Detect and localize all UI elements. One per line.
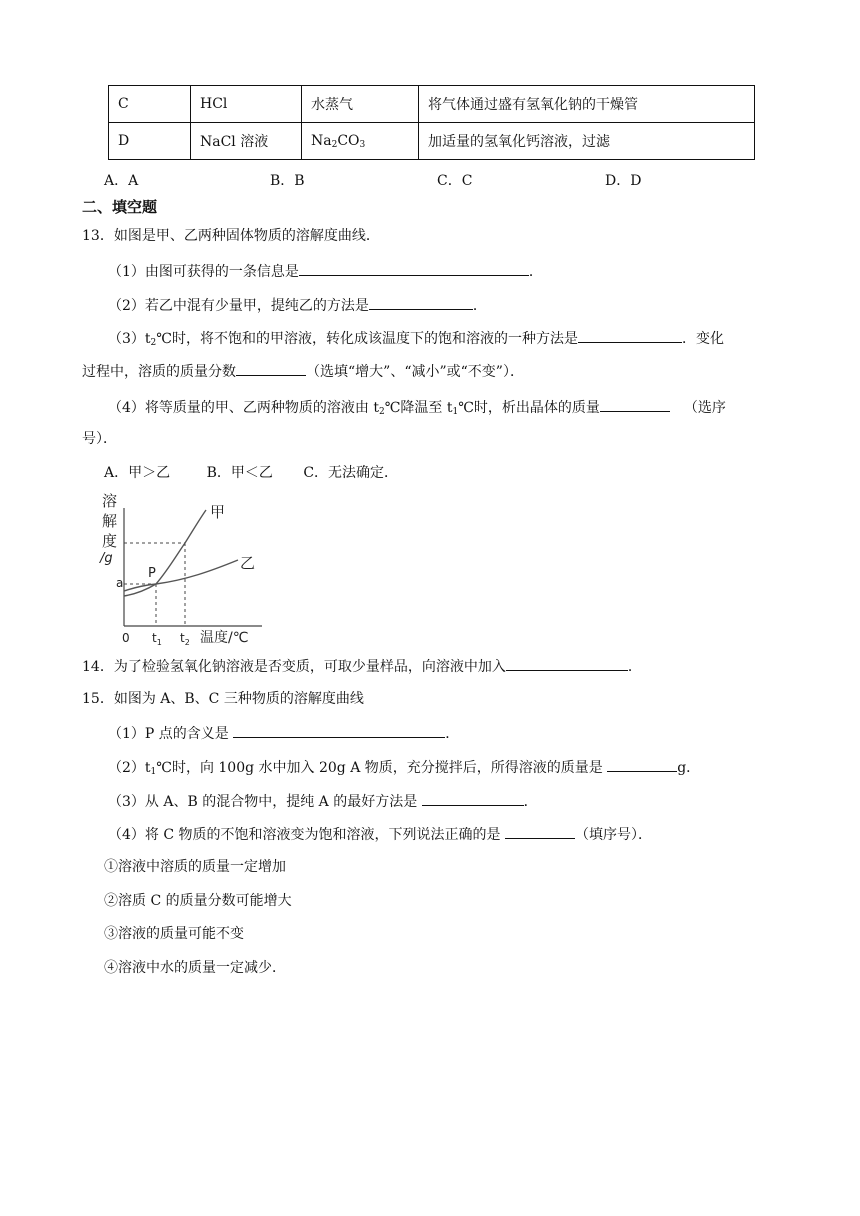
q15-part3-text: （3）从 A、B 的混合物中，提纯 A 的最好方法是 <box>108 794 422 810</box>
answer-blank[interactable] <box>422 790 524 806</box>
table-cell: 加适量的氢氧化钙溶液，过滤 <box>419 123 755 160</box>
choice-b: B．B <box>270 173 305 189</box>
curve-yi <box>124 560 238 591</box>
answer-blank[interactable] <box>506 655 628 671</box>
answer-blank[interactable] <box>607 756 677 772</box>
q13-part3-text: （3）t <box>108 331 151 347</box>
answer-blank[interactable] <box>369 294 473 310</box>
punct: ． <box>445 726 460 742</box>
answer-blank[interactable] <box>578 327 682 343</box>
formula-sub: 3 <box>359 139 366 150</box>
table-cell: 水蒸气 <box>302 86 419 123</box>
tick-t: t <box>152 631 157 645</box>
formula-co: CO <box>337 132 360 149</box>
table-cell: D <box>109 123 191 160</box>
answer-blank[interactable] <box>600 396 670 412</box>
table-cell: 将气体通过盛有氢氧化钠的干燥管 <box>419 86 755 123</box>
q13-part3-text: ℃时，将不饱和的甲溶液，转化成该温度下的饱和溶液的一种方法是 <box>156 331 578 347</box>
ylabel-char: 溶 <box>102 492 118 510</box>
ylabel-char: 度 <box>102 532 118 550</box>
q13-part4-text: ℃时，析出晶体的质量 <box>458 400 600 416</box>
q14-text: 14．为了检验氢氧化钠溶液是否变质，可取少量样品，向溶液中加入 <box>82 659 506 675</box>
q15-part2-text: ℃时，向 100g 水中加入 20g A 物质，充分搅拌后，所得溶液的质量是 <box>156 760 608 776</box>
q15-part1 <box>108 722 860 744</box>
tick-sub: 1 <box>156 638 162 647</box>
choice-a: A．A <box>104 173 139 189</box>
answer-blank[interactable] <box>236 360 306 376</box>
table-cell: C <box>109 86 191 123</box>
punct: ． <box>472 298 487 314</box>
section-title: 二、填空题 <box>82 198 158 216</box>
option-a: A．甲＞乙 <box>104 465 171 481</box>
subscript: 1 <box>452 407 459 417</box>
table-row <box>109 123 755 160</box>
q14 <box>82 655 860 677</box>
punct: ． <box>528 264 543 280</box>
q13-part3-text: ．变化 <box>681 331 724 347</box>
label-jia: 甲 <box>210 503 226 521</box>
q15-item-1: ①溶液中溶质的质量一定增加 <box>104 859 286 875</box>
q15-part2-text: （2）t <box>108 760 151 776</box>
q13-part2 <box>108 294 860 316</box>
subscript: 1 <box>150 767 157 777</box>
q13-part4-text: ℃降温至 t <box>384 400 453 416</box>
q13-part1 <box>108 260 860 282</box>
q15-part3 <box>108 790 860 812</box>
q15-part1-text: （1）P 点的含义是 <box>108 726 234 742</box>
xlabel: 温度/℃ <box>200 630 249 646</box>
label-yi: 乙 <box>240 554 256 572</box>
q15-part4 <box>108 823 860 845</box>
tick-t1 <box>152 631 162 647</box>
options-table <box>108 85 755 160</box>
q12-choices <box>0 170 860 190</box>
formula-sub: 2 <box>331 139 338 150</box>
q13-part4 <box>108 396 860 422</box>
ylabel-unit: /g <box>100 551 113 566</box>
ylabel-char: 解 <box>102 512 118 530</box>
solubility-graph-svg <box>96 490 276 650</box>
q13-part2-text: （2）若乙中混有少量甲，提纯乙的方法是 <box>108 298 369 314</box>
q15-part2-text: g． <box>677 760 701 776</box>
table-cell: NaCl 溶液 <box>191 123 302 160</box>
q13-part3-text: 过程中，溶质的质量分数 <box>82 364 236 380</box>
tick-t2 <box>180 631 190 647</box>
choice-c: C．C <box>437 173 473 189</box>
choice-d: D．D <box>605 173 642 189</box>
q13-part1-text: （1）由图可获得的一条信息是 <box>108 264 299 280</box>
table-cell: HCl <box>191 86 302 123</box>
answer-blank[interactable] <box>299 260 529 276</box>
answer-blank[interactable] <box>505 823 575 839</box>
formula-na: Na <box>311 132 332 149</box>
tick-a: a <box>116 576 124 590</box>
q15-part4-text: （4）将 C 物质的不饱和溶液变为饱和溶液，下列说法正确的是 <box>108 827 505 843</box>
q15-item-4: ④溶液中水的质量一定减少． <box>104 960 286 976</box>
tick-sub: 2 <box>184 638 190 647</box>
tick-t: t <box>180 631 185 645</box>
label-p: P <box>148 566 156 581</box>
punct: ． <box>627 659 642 675</box>
answer-blank[interactable] <box>233 722 445 738</box>
solubility-graph <box>96 490 276 650</box>
origin-label: 0 <box>122 631 130 645</box>
option-b: B．甲＜乙 <box>206 465 273 481</box>
q15-part2 <box>108 756 860 782</box>
q15-part4-text: （填序号）． <box>574 827 652 843</box>
q15-item-3: ③溶液的质量可能不变 <box>104 926 244 942</box>
q13-part4-text: （选序 <box>683 400 726 416</box>
table-row <box>109 86 755 123</box>
punct: ． <box>523 794 538 810</box>
option-c: C．无法确定． <box>303 465 399 481</box>
q13-part3-cont <box>82 360 860 382</box>
q13-part4-text: （4）将等质量的甲、乙两种物质的溶液由 t <box>108 400 379 416</box>
q15-stem: 15．如图为 A、B、C 三种物质的溶解度曲线 <box>82 691 364 707</box>
subscript: 2 <box>378 407 385 417</box>
q15-item-2: ②溶质 C 的质量分数可能增大 <box>104 893 292 909</box>
q13-stem: 13．如图是甲、乙两种固体物质的溶解度曲线． <box>82 228 380 244</box>
q13-part4-cont: 号）． <box>82 431 117 447</box>
q13-part3-text: （选填“增大”、“减小”或“不变”）． <box>306 364 524 380</box>
table-cell-formula <box>302 123 419 160</box>
q13-options <box>104 463 860 483</box>
q13-part3 <box>108 327 860 353</box>
subscript: 2 <box>150 338 157 348</box>
